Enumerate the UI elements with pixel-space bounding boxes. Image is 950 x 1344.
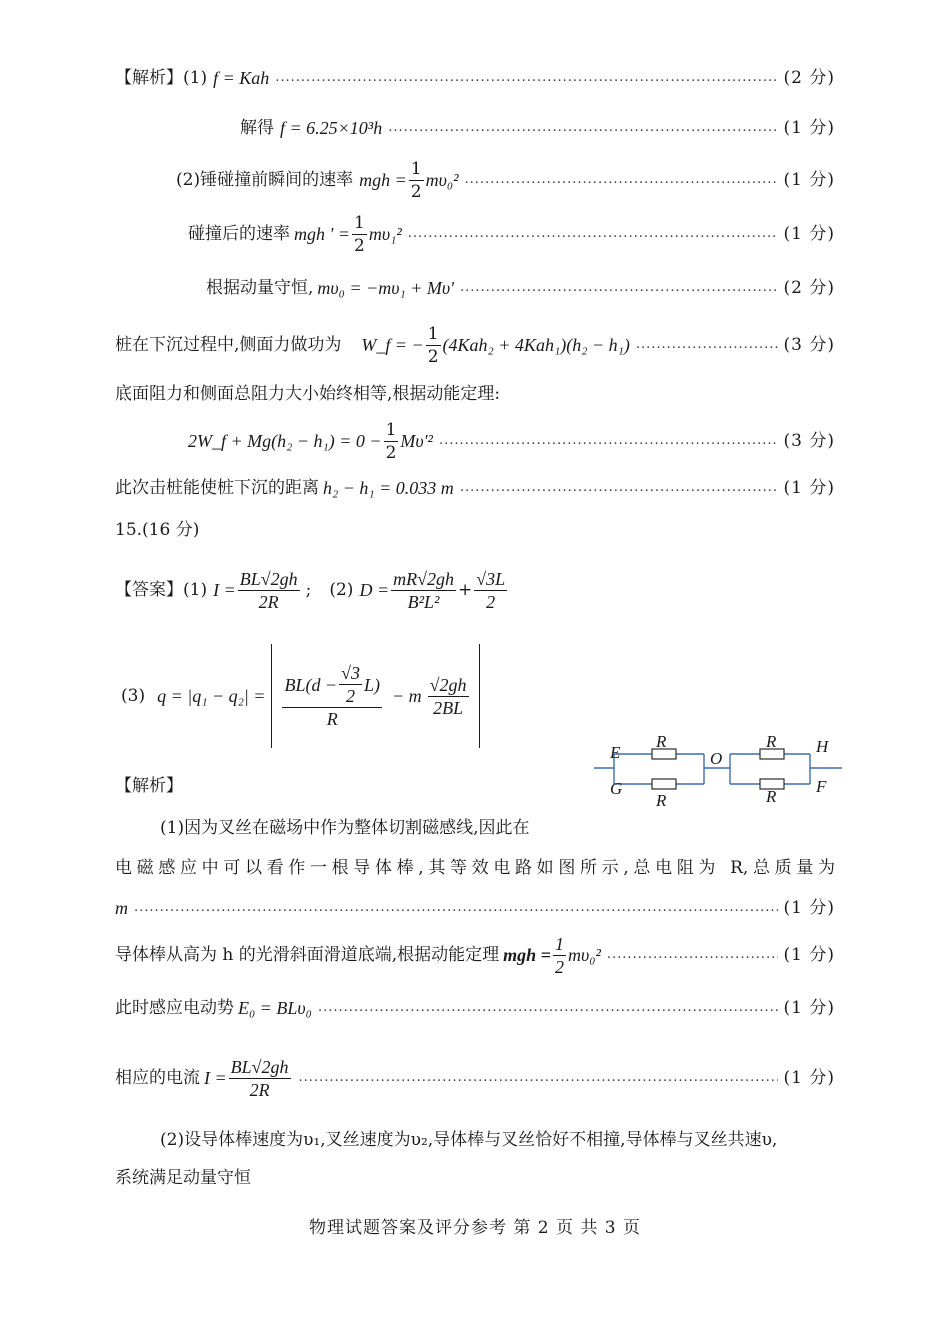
absolute-value: [271, 644, 479, 748]
solution-line-5: [206, 276, 835, 300]
inner-fraction: [339, 662, 362, 707]
equation-rhs: (4Kah₂ + 4Kah₁)(h₂ − h₁): [442, 335, 630, 355]
equation: h₂ − h₁ = 0.033 m: [323, 478, 454, 498]
leader-dots: [607, 943, 778, 967]
fraction: [282, 662, 382, 730]
solution-line-4: [188, 212, 835, 256]
part-label: (2): [329, 580, 354, 600]
numerator: 1: [354, 212, 365, 233]
fraction: [352, 212, 367, 257]
solution-line-8: [188, 418, 835, 464]
leader-dots: [460, 276, 778, 300]
solution-line-m: [115, 896, 835, 920]
label: 根据动量守恒,: [206, 278, 314, 298]
denominator: B²L²: [407, 591, 440, 612]
denominator: R: [326, 709, 338, 729]
score: (3 分): [783, 431, 835, 451]
equation-rhs: Mυ'²: [400, 431, 433, 451]
answer-label: 【答案】(1): [115, 580, 208, 600]
denominator: 2: [346, 686, 356, 706]
solution-line-current: [115, 1050, 835, 1106]
section-label: 【解析】(1): [115, 68, 208, 88]
label-F: F: [816, 777, 827, 796]
numerator: 1: [385, 419, 397, 440]
score: (1 分): [783, 998, 835, 1018]
numerator: √3: [341, 663, 360, 683]
solution-line-energy: [115, 932, 835, 978]
denominator: 2R: [249, 1079, 270, 1100]
circuit-diagram: [594, 734, 844, 814]
fraction: [428, 674, 469, 719]
label-H: H: [816, 737, 829, 756]
numerator: [282, 662, 382, 708]
numerator: BL√2gh: [230, 1056, 289, 1077]
fraction: [391, 568, 456, 613]
score: (1 分): [783, 1068, 835, 1088]
solution-line-7: 底面阻力和侧面总阻力大小始终相等,根据动能定理:: [115, 384, 501, 404]
score: (1 分): [783, 945, 835, 965]
leader-dots: [465, 168, 778, 192]
numerator: √2gh: [429, 674, 467, 695]
score: (1 分): [783, 170, 835, 190]
score: (1 分): [783, 224, 835, 244]
equation-rhs: mυ₀²: [567, 945, 601, 965]
label-R3: R: [766, 734, 777, 751]
label: 碰撞后的速率: [188, 224, 290, 244]
equation-rhs: mυ₀²: [425, 170, 459, 190]
denominator: 2: [354, 235, 365, 256]
leader-dots: [275, 66, 777, 90]
fraction: [474, 568, 507, 613]
part-label: (3): [121, 686, 146, 706]
score: (3 分): [783, 335, 835, 355]
mass-symbol: m: [115, 898, 128, 918]
fraction: [229, 1056, 291, 1101]
page-footer: 物理试题答案及评分参考 第 2 页 共 3 页: [308, 1218, 642, 1238]
numerator: √3L: [476, 568, 506, 589]
denominator: 2BL: [433, 697, 464, 718]
leader-dots: [134, 896, 778, 920]
solution-paragraph-8: 系统满足动量守恒: [115, 1168, 251, 1188]
fraction: [426, 323, 441, 368]
numerator: BL√2gh: [239, 568, 298, 589]
resistor-2: [652, 779, 676, 789]
leader-dots: [636, 333, 778, 357]
equation-lhs: mgh ' =: [294, 224, 350, 244]
label: 桩在下沉过程中,侧面力做功为: [115, 335, 342, 355]
denominator: 2R: [258, 591, 279, 612]
label-O: O: [710, 749, 723, 768]
separator: ;: [305, 580, 312, 600]
solution-line-6: [115, 322, 835, 368]
equation: f = 6.25×10³h: [280, 118, 383, 138]
equation-rhs: mυ₁²: [368, 224, 402, 244]
numerator: 1: [554, 933, 564, 954]
solution-line-9: [115, 476, 835, 500]
equation-lhs: 2W_f + Mg(h₂ − h₁) = 0 −: [188, 431, 382, 451]
label-R2: R: [656, 791, 667, 810]
score: (1 分): [783, 898, 835, 918]
denominator: 2: [554, 956, 564, 977]
fraction: [384, 419, 399, 464]
numerator: mR√2gh: [393, 568, 454, 589]
fraction: [553, 933, 566, 978]
leader-dots: [460, 476, 778, 500]
denominator: 2: [410, 181, 422, 202]
solution-line-2: [240, 116, 835, 140]
plus-sign: +: [457, 580, 473, 600]
solution-label: 【解析】: [115, 776, 183, 796]
label-R4: R: [766, 787, 777, 806]
numerator-part: BL(d −: [284, 674, 338, 695]
numerator: 1: [410, 158, 422, 179]
fraction: [238, 568, 300, 613]
equation-lhs: mgh =: [503, 945, 551, 965]
leader-dots: [299, 1066, 778, 1090]
leader-dots: [408, 222, 778, 246]
label-E: E: [610, 743, 621, 762]
leader-dots: [439, 429, 778, 453]
solution-paragraph-2: 电磁感应中可以看作一根导体棒,其等效电路如图所示,总电阻为 R,总质量为: [115, 858, 835, 878]
denominator: 2: [385, 442, 397, 463]
fraction: [409, 158, 424, 203]
label-G: G: [610, 779, 623, 798]
solution-line-1: [115, 66, 835, 90]
solution-paragraph-1: (1)因为叉丝在磁场中作为整体切割磁感线,因此在: [160, 818, 530, 838]
numerator: 1: [427, 323, 439, 344]
equation: E₀ = BLυ₀: [238, 998, 312, 1018]
label: 此时感应电动势: [115, 998, 234, 1018]
minus-term: − m: [392, 686, 422, 706]
equation-lhs: I =: [204, 1068, 227, 1088]
question-number: 15.(16 分): [115, 520, 200, 540]
denominator: 2: [427, 346, 439, 367]
leader-dots: [318, 996, 778, 1020]
denominator: 2: [486, 591, 496, 612]
label: (2)锤碰撞前瞬间的速率: [176, 170, 354, 190]
solution-paragraph-7: (2)设导体棒速度为υ₁,叉丝速度为υ₂,导体棒与叉丝恰好不相撞,导体棒与叉丝共速υ,: [160, 1130, 778, 1150]
score: (1 分): [783, 478, 835, 498]
equation: mυ₀ = −mυ₁ + Mυ': [317, 278, 454, 298]
label: 此次击桩能使桩下沉的距离: [115, 478, 319, 498]
equation-lhs: q = |q₁ − q₂| =: [157, 686, 266, 706]
leader-dots: [388, 116, 777, 140]
score: (2 分): [783, 68, 835, 88]
solution-line-emf: [115, 996, 835, 1020]
equation: f = Kah: [213, 68, 270, 88]
equation-lhs: W_f = −: [361, 335, 424, 355]
label-R1: R: [656, 734, 667, 751]
numerator-part: L): [364, 674, 381, 695]
answer-line-1: [115, 562, 835, 618]
equation-lhs: I =: [213, 580, 236, 600]
equation-lhs: mgh =: [359, 170, 407, 190]
solution-line-3: [176, 158, 835, 202]
equation-lhs: D =: [359, 580, 390, 600]
label: 解得: [240, 118, 274, 138]
label: 导体棒从高为 h 的光滑斜面滑道底端,根据动能定理: [115, 945, 500, 965]
label: 相应的电流: [115, 1068, 200, 1088]
score: (2 分): [783, 278, 835, 298]
score: (1 分): [783, 118, 835, 138]
